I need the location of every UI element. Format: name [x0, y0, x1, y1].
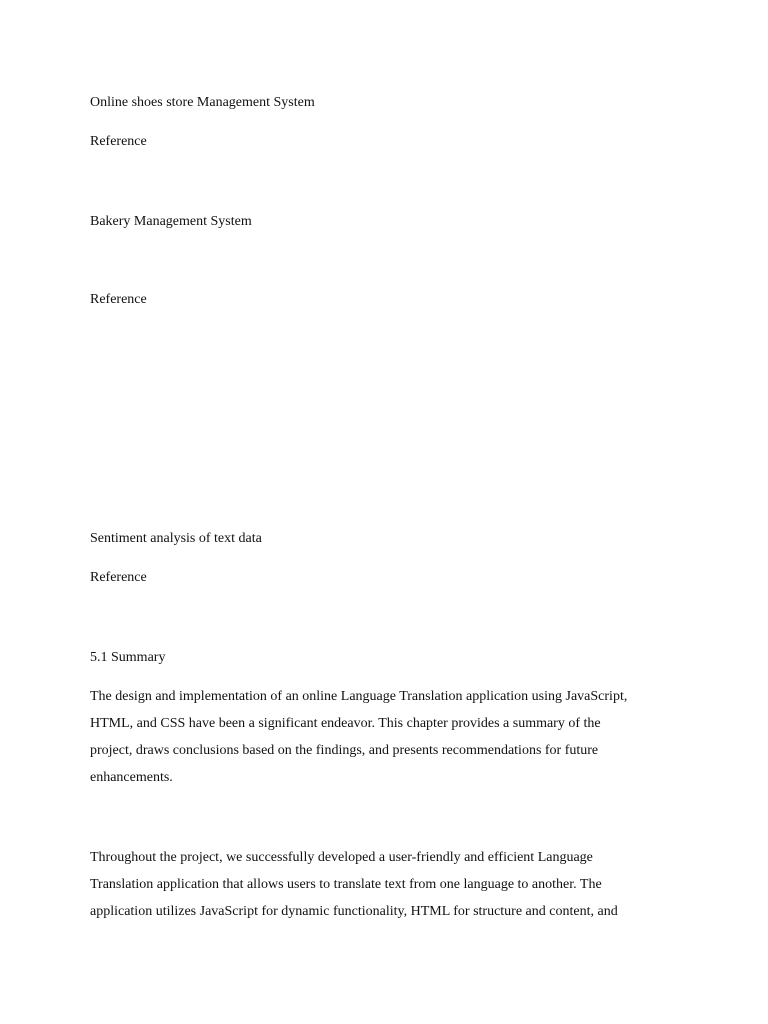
entry-title-bakery: Bakery Management System [90, 214, 252, 229]
paragraph-line: application utilizes JavaScript for dynamic functionality, HTML for structure and content, and [90, 904, 618, 919]
entry-reference-online-shoes-store: Reference [90, 134, 147, 149]
entry-title-sentiment-analysis: Sentiment analysis of text data [90, 531, 262, 546]
paragraph-line: project, draws conclusions based on the findings, and presents recommendations for future [90, 743, 599, 758]
paragraph-line: enhancements. [90, 770, 173, 785]
entry-reference-sentiment-analysis: Reference [90, 570, 147, 585]
summary-paragraph-2 [90, 844, 680, 925]
entry-reference-bakery: Reference [90, 292, 147, 307]
paragraph-line: The design and implementation of an online Language Translation application using JavaScript, [90, 689, 628, 704]
paragraph-line: Throughout the project, we successfully developed a user-friendly and efficient Language [90, 850, 593, 865]
section-heading-summary: 5.1 Summary [90, 650, 166, 665]
entry-title-online-shoes-store: Online shoes store Management System [90, 95, 315, 110]
paragraph-line: Translation application that allows users to translate text from one language to another. The [90, 877, 602, 892]
paragraph-line: HTML, and CSS have been a significant endeavor. This chapter provides a summary of the [90, 716, 601, 731]
summary-paragraph-1 [90, 683, 680, 791]
